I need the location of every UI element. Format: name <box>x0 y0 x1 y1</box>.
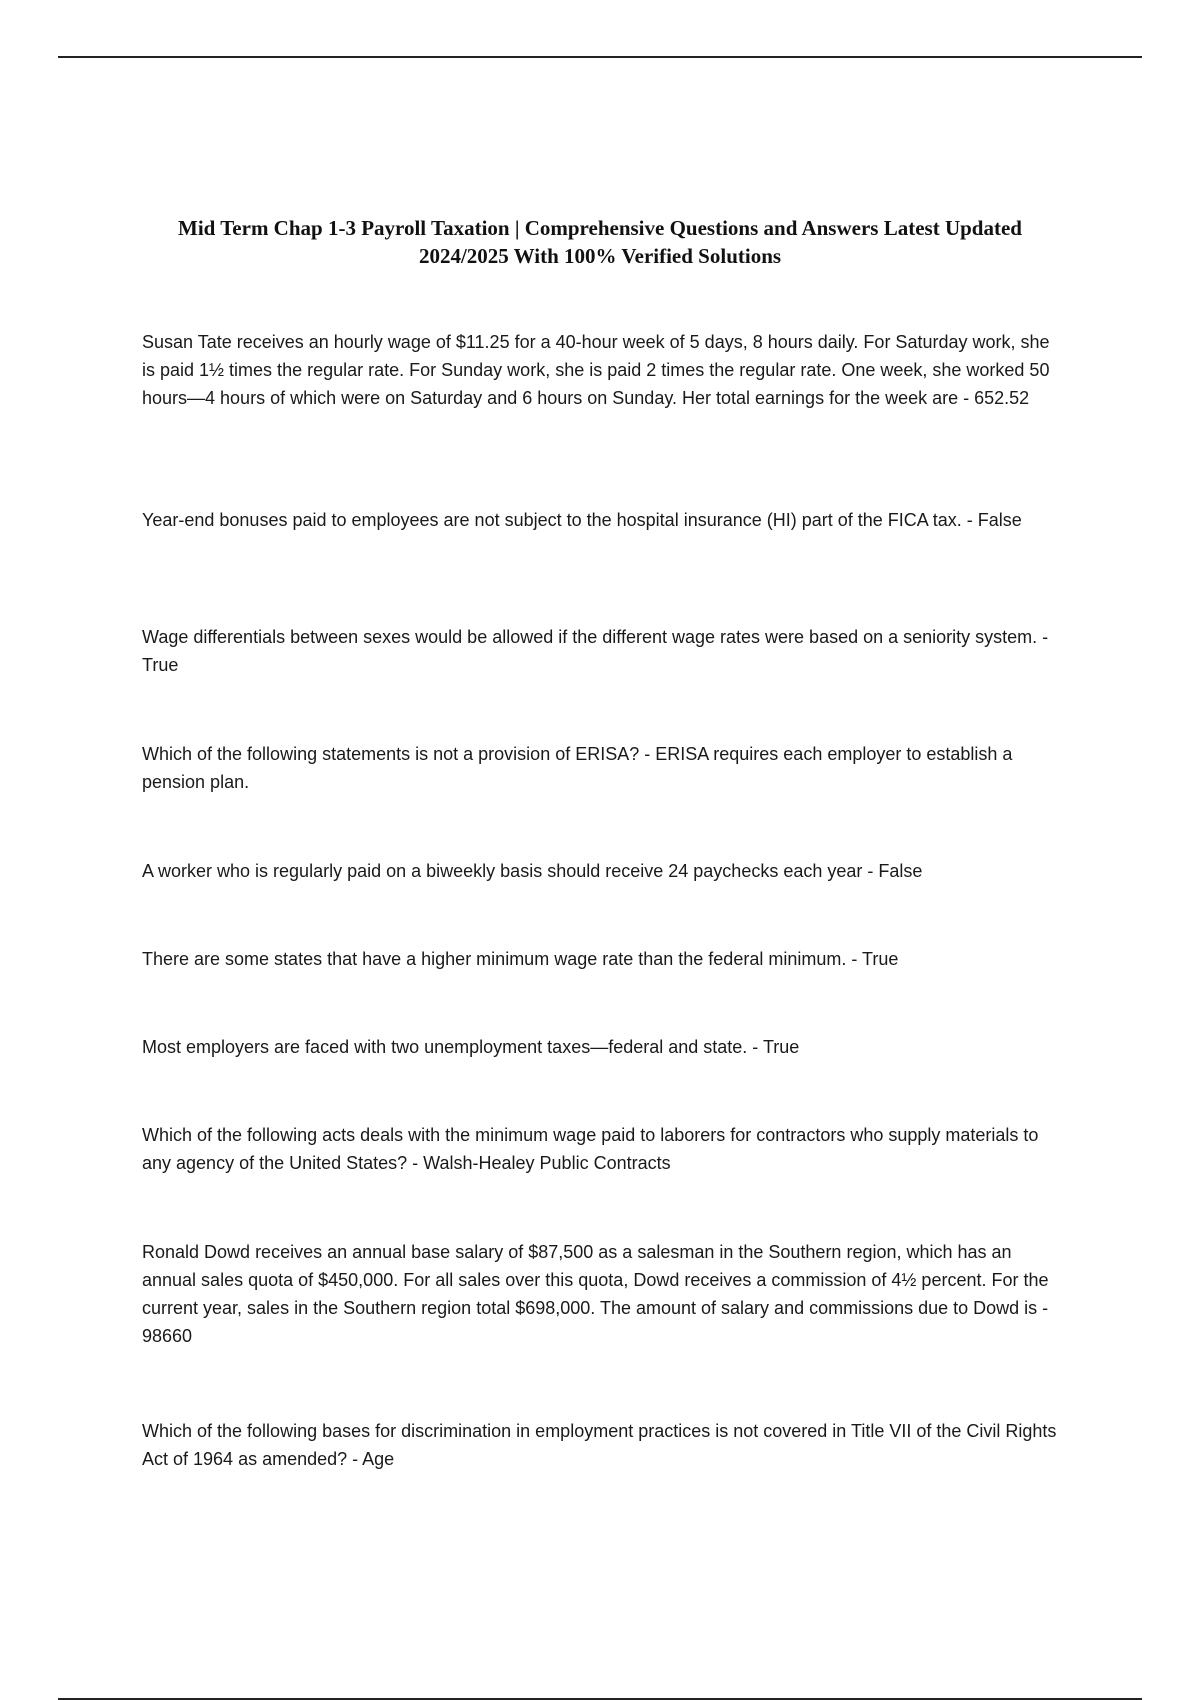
qa-item: Most employers are faced with two unemployment taxes—federal and state. - True <box>142 1037 800 1057</box>
qa-item: There are some states that have a higher minimum wage rate than the federal minimum. - True <box>142 949 899 969</box>
qa-item: Susan Tate receives an hourly wage of $11.25 for a 40-hour week of 5 days, 8 hours daily. For Saturday work, she is paid 1½ times the regular rate. For Sunday work, she is paid 2 times the regular rate. One week, she worked 50 hours—4 hours of which were on Saturday and 6 hours on Sunday. Her total earnings for the week are - 652.52 <box>142 332 1050 408</box>
qa-item: Ronald Dowd receives an annual base salary of $87,500 as a salesman in the Southern region, which has an annual sales quota of $450,000. For all sales over this quota, Dowd receives a commission of 4½ percent. For the current year, sales in the Southern region total $698,000. The amount of salary and commissions due to Dowd is - 98660 <box>142 1242 1049 1346</box>
qa-item: Which of the following statements is not a provision of ERISA? - ERISA requires each employer to establish a pension plan. <box>142 744 1013 792</box>
top-rule <box>58 56 1142 58</box>
qa-item: A worker who is regularly paid on a biweekly basis should receive 24 paychecks each year - False <box>142 861 923 881</box>
document-title: Mid Term Chap 1-3 Payroll Taxation | Comprehensive Questions and Answers Latest Updated 2024/2025 With 100% Verified Solutions <box>178 216 1022 268</box>
qa-item: Which of the following bases for discrimination in employment practices is not covered in Title VII of the Civil Rights Act of 1964 as amended? - Age <box>142 1421 1057 1469</box>
qa-item: Which of the following acts deals with the minimum wage paid to laborers for contractors who supply materials to any agency of the United States? - Walsh-Healey Public Contracts <box>142 1125 1039 1173</box>
qa-item: Year-end bonuses paid to employees are not subject to the hospital insurance (HI) part of the FICA tax. - False <box>142 510 1022 530</box>
qa-item: Wage differentials between sexes would be allowed if the different wage rates were based on a seniority system. - True <box>142 627 1049 675</box>
